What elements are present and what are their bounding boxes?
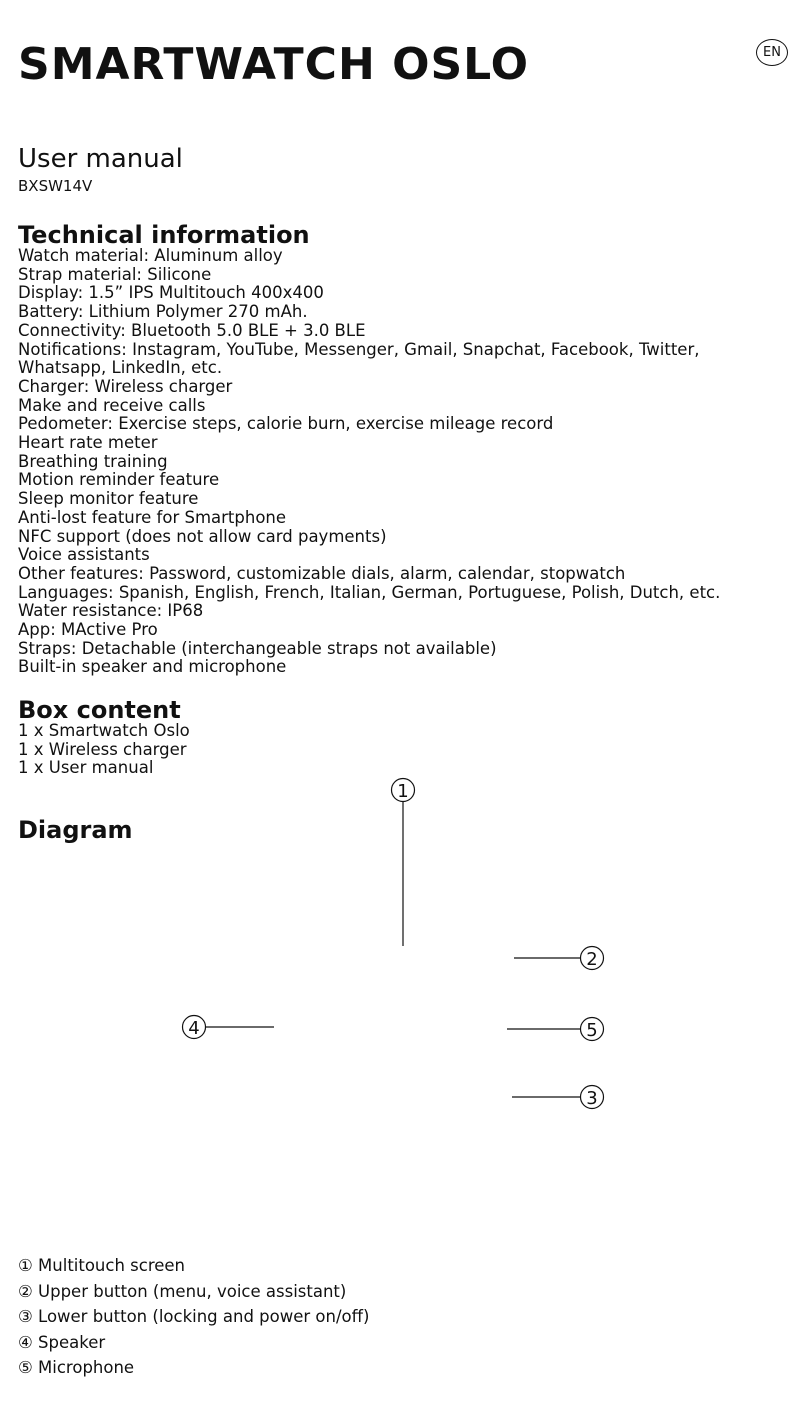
callout-5 — [507, 1018, 604, 1042]
model-number: BXSW14V — [18, 177, 93, 195]
list-item: Breathing training — [18, 451, 168, 471]
callout-1-label: 1 — [397, 781, 409, 802]
list-item: Display: 1.5” IPS Multitouch 400x400 — [18, 283, 324, 303]
box-content-heading: Box content — [18, 696, 181, 724]
list-item: App: MActive Pro — [18, 620, 158, 640]
list-item: 1 x Wireless charger — [18, 739, 187, 759]
language-badge: EN — [756, 39, 788, 66]
list-item: Pedometer: Exercise steps, calorie burn, exercise mileage record — [18, 414, 554, 434]
callout-3 — [512, 1086, 604, 1110]
list-item: 1 x User manual — [18, 758, 154, 778]
list-item: Heart rate meter — [18, 433, 158, 453]
callout-2-label: 2 — [586, 949, 598, 970]
callout-4 — [183, 1016, 275, 1040]
list-item: Whatsapp, LinkedIn, etc. — [18, 358, 223, 378]
diagram-heading: Diagram — [18, 816, 133, 844]
legend-item: ② Upper button (menu, voice assistant) — [18, 1281, 347, 1301]
list-item: Built-in speaker and microphone — [18, 657, 287, 677]
legend-item: ③ Lower button (locking and power on/off) — [18, 1307, 370, 1326]
callout-2 — [514, 947, 604, 971]
list-item: Charger: Wireless charger — [18, 376, 233, 396]
list-item: Languages: Spanish, English, French, Italian, German, Portuguese, Polish, Dutch, etc. — [18, 582, 721, 602]
technical-heading: Technical information — [18, 221, 310, 249]
list-item: Voice assistants — [18, 545, 150, 565]
callout-3-label: 3 — [586, 1088, 598, 1109]
list-item: Battery: Lithium Polymer 270 mAh. — [18, 302, 308, 322]
technical-list — [18, 247, 788, 677]
list-item: Connectivity: Bluetooth 5.0 BLE + 3.0 BLE — [18, 320, 366, 340]
list-item: Make and receive calls — [18, 395, 206, 415]
legend-item: ① Multitouch screen — [18, 1256, 186, 1275]
page-title: SMARTWATCH OSLO — [18, 39, 530, 90]
list-item: 1 x Smartwatch Oslo — [18, 721, 190, 740]
callout-4-label: 4 — [188, 1018, 200, 1039]
list-item: Other features: Password, customizable dials, alarm, calendar, stopwatch — [18, 563, 626, 583]
callout-5-label: 5 — [586, 1020, 598, 1041]
diagram-legend — [18, 1253, 369, 1381]
callout-1 — [392, 779, 415, 947]
list-item: Watch material: Aluminum alloy — [18, 246, 283, 265]
document-subtitle: User manual — [18, 144, 183, 174]
list-item: Motion reminder feature — [18, 470, 220, 490]
list-item: Sleep monitor feature — [18, 489, 199, 509]
list-item: Water resistance: IP68 — [18, 601, 204, 621]
list-item: NFC support (does not allow card payments) — [18, 526, 387, 546]
legend-item: ④ Speaker — [18, 1332, 106, 1352]
list-item: Straps: Detachable (interchangeable straps not available) — [18, 638, 497, 658]
watch-diagram — [0, 770, 808, 1120]
list-item: Strap material: Silicone — [18, 264, 212, 284]
legend-item: ⑤ Microphone — [18, 1358, 135, 1377]
list-item: Anti-lost feature for Smartphone — [18, 507, 287, 527]
list-item: Notifications: Instagram, YouTube, Messenger, Gmail, Snapchat, Facebook, Twitter, — [18, 339, 700, 359]
